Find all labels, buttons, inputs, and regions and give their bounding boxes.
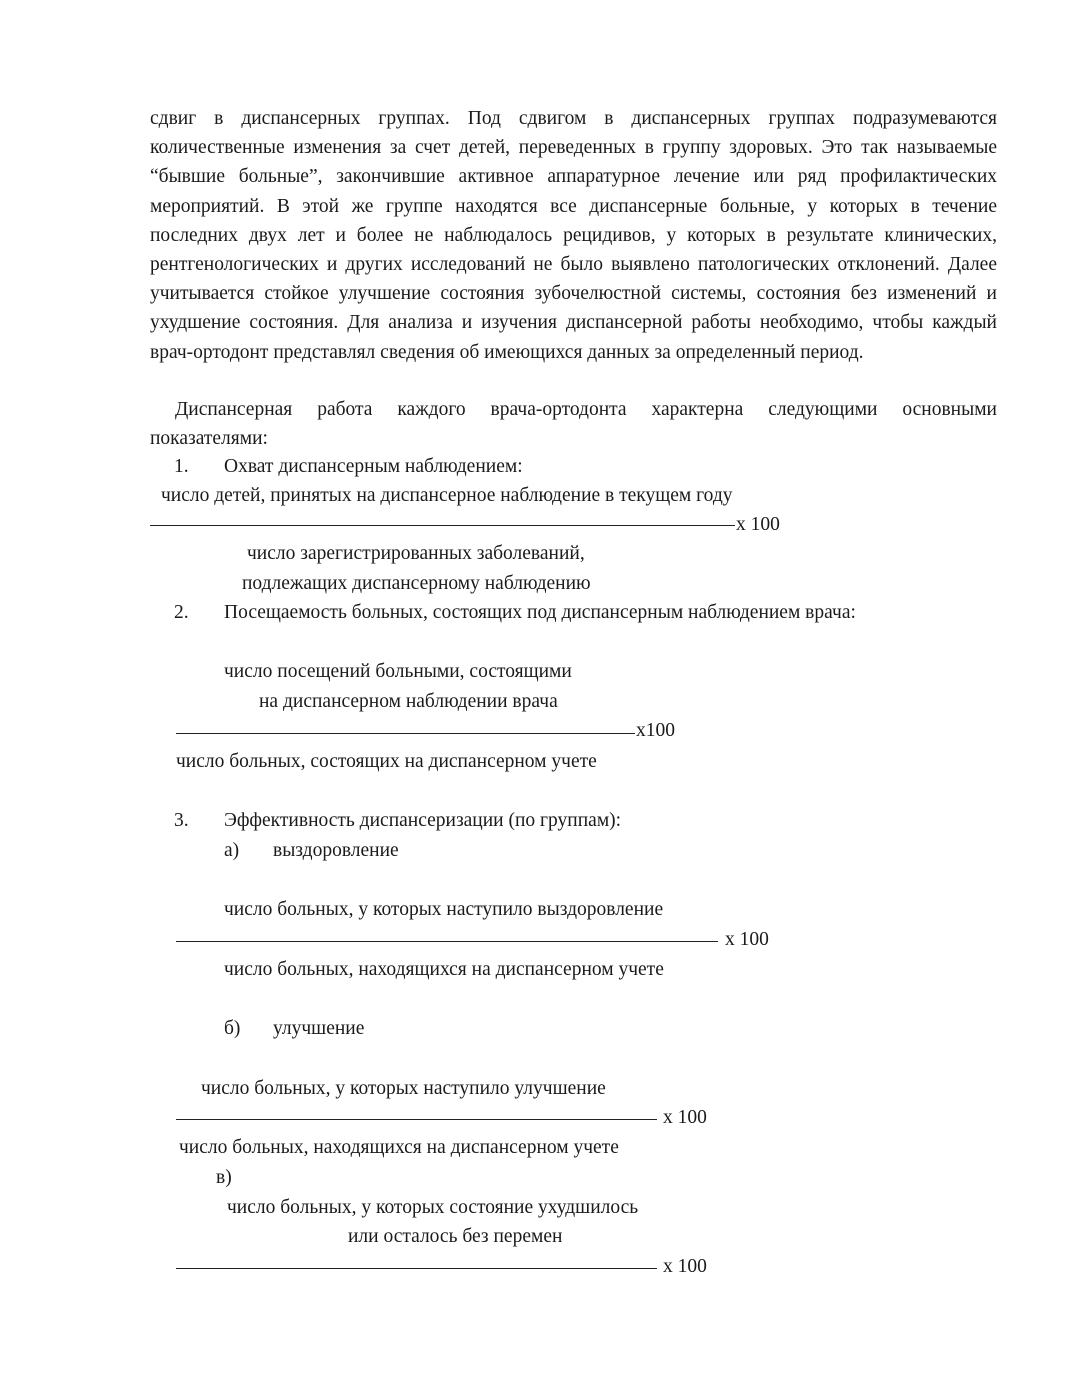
item3a-fraction-line [176, 941, 718, 942]
intro-paragraph: сдвиг в диспансерных группах. Под сдвигом в диспансерных группах подразумеваются количественные изменения за счет детей, переведенных в группу здоровых. Это так называемые “бывшие больные”, закончившие активное аппаратурное лечение или ряд профилактических мероприятий. В этой же группе находятся все диспансерные больные, у которых в течение последних двух лет и более не наблюдалось рецидивов, у которых в результате клинических, рентгенологических и других исследований не было выявлено патологических отклонений. Далее учитывается стойкое улучшение состояния зубочелюстной системы, состояния без изменений и ухудшение состояния. Для анализа и изучения диспансерной работы необходимо, чтобы каждый врач-ортодонт представлял сведения об имеющихся данных за определенный период. [150, 108, 997, 363]
item1-title: Охват диспансерным наблюдением: [224, 456, 523, 477]
item1-numerator: число детей, принятых на диспансерное наблюдение в текущем году [161, 485, 733, 506]
item3a-letter: а) [224, 840, 240, 861]
item3a-denominator: число больных, находящихся на диспансерном учете [224, 959, 664, 980]
item1-denominator-line1: число зарегистрированных заболеваний, [247, 543, 585, 564]
item3a-label: выздоровление [273, 840, 399, 861]
item3b-fraction-line [176, 1119, 657, 1120]
item3c-fraction-line [176, 1268, 657, 1269]
item3b-numerator: число больных, у которых наступило улучшение [201, 1078, 606, 1099]
item2-title: Посещаемость больных, состоящих под диспансерным наблюдением врача: [224, 602, 856, 623]
item3c-multiplier: х 100 [663, 1256, 707, 1277]
item3b-label: улучшение [273, 1018, 365, 1039]
item1-number: 1. [174, 456, 189, 477]
item3a-numerator: число больных, у которых наступило выздоровление [224, 899, 664, 920]
item3c-numerator-line2: или осталось без перемен [348, 1226, 563, 1247]
item3a-multiplier: х 100 [725, 929, 769, 950]
item3b-letter: б) [224, 1018, 241, 1039]
item3c-numerator-line1: число больных, у которых состояние ухудшилось [227, 1197, 639, 1218]
indicators-intro-paragraph: Диспансерная работа каждого врача-ортодонта характерна следующими основными показателями: [150, 399, 997, 450]
item2-fraction-line [176, 733, 635, 734]
item3b-multiplier: х 100 [663, 1107, 707, 1128]
item3-number: 3. [174, 810, 189, 831]
item2-number: 2. [174, 602, 189, 623]
item3b-denominator: число больных, находящихся на диспансерном учете [179, 1137, 619, 1158]
item3c-letter: в) [216, 1167, 232, 1188]
item2-numerator-line1: число посещений больными, состоящими [224, 661, 572, 682]
item2-denominator: число больных, состоящих на диспансерном учете [176, 751, 597, 772]
item1-denominator-line2: подлежащих диспансерному наблюдению [242, 573, 591, 594]
item2-numerator-line2: на диспансерном наблюдении врача [259, 691, 558, 712]
item1-multiplier: х 100 [736, 514, 780, 535]
item2-multiplier: х100 [636, 720, 675, 741]
item3-title: Эффективность диспансеризации (по группам): [224, 810, 622, 831]
item1-fraction-line [150, 525, 735, 526]
